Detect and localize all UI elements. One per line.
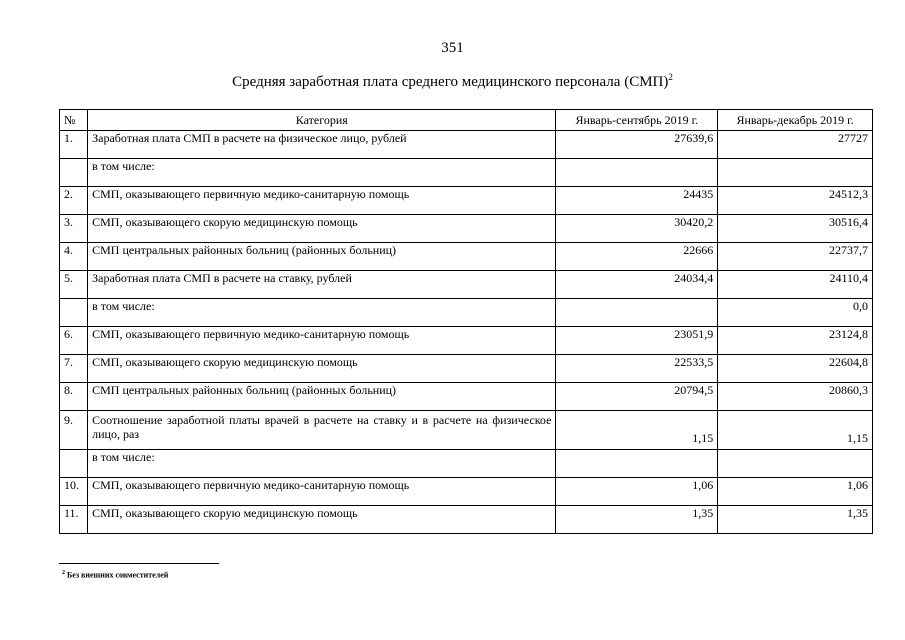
- table-header-row: [60, 110, 873, 131]
- row-category: СМП центральных районных больниц (районных больниц): [88, 383, 556, 411]
- row-category: Соотношение заработной платы врачей в расчете на ставку и в расчете на физическое лицо, раз: [88, 411, 556, 450]
- row-number: 8.: [60, 383, 88, 411]
- row-number: 5.: [60, 271, 88, 299]
- table-row: [60, 411, 873, 450]
- row-value-jan-dec: 24512,3: [718, 187, 873, 215]
- table-row: [60, 383, 873, 411]
- row-number: 6.: [60, 327, 88, 355]
- row-value-jan-sep: 23051,9: [556, 327, 718, 355]
- row-value-jan-sep: [556, 299, 718, 327]
- row-value-jan-dec: 1,06: [718, 478, 873, 506]
- row-number: [60, 450, 88, 478]
- row-category: СМП, оказывающего скорую медицинскую помощь: [88, 215, 556, 243]
- row-number: 10.: [60, 478, 88, 506]
- header-number: №: [60, 110, 88, 131]
- row-value-jan-dec: [718, 450, 873, 478]
- row-number: 2.: [60, 187, 88, 215]
- row-value-jan-sep: 30420,2: [556, 215, 718, 243]
- row-number: 9.: [60, 411, 88, 450]
- row-value-jan-dec: [718, 159, 873, 187]
- row-value-jan-dec: 1,15: [718, 411, 873, 450]
- row-value-jan-sep: 22666: [556, 243, 718, 271]
- row-value-jan-sep: 24435: [556, 187, 718, 215]
- row-value-jan-dec: 30516,4: [718, 215, 873, 243]
- row-category: Заработная плата СМП в расчете на физическое лицо, рублей: [88, 131, 556, 159]
- row-category: СМП, оказывающего скорую медицинскую помощь: [88, 506, 556, 534]
- footnote: [62, 570, 168, 580]
- footnote-text: Без внешних совместителей: [67, 570, 169, 580]
- row-number: 3.: [60, 215, 88, 243]
- table-row: [60, 506, 873, 534]
- row-category: СМП, оказывающего первичную медико-санитарную помощь: [88, 327, 556, 355]
- row-value-jan-sep: 1,06: [556, 478, 718, 506]
- row-value-jan-dec: 24110,4: [718, 271, 873, 299]
- row-category: СМП центральных районных больниц (районных больниц): [88, 243, 556, 271]
- table-row: [60, 159, 873, 187]
- row-value-jan-dec: 27727: [718, 131, 873, 159]
- row-value-jan-sep: 22533,5: [556, 355, 718, 383]
- table-row: [60, 271, 873, 299]
- row-category: в том числе:: [88, 450, 556, 478]
- table-row: [60, 215, 873, 243]
- row-category: СМП, оказывающего скорую медицинскую помощь: [88, 355, 556, 383]
- page-number: 351: [441, 40, 464, 56]
- row-number: [60, 159, 88, 187]
- row-value-jan-sep: 1,35: [556, 506, 718, 534]
- table-row: [60, 355, 873, 383]
- row-number: 11.: [60, 506, 88, 534]
- row-value-jan-sep: 20794,5: [556, 383, 718, 411]
- table-row: [60, 131, 873, 159]
- header-jan-sep: Январь-сентябрь 2019 г.: [556, 110, 718, 131]
- row-value-jan-dec: 0,0: [718, 299, 873, 327]
- table-row: [60, 187, 873, 215]
- row-value-jan-dec: 23124,8: [718, 327, 873, 355]
- header-jan-dec: Январь-декабрь 2019 г.: [718, 110, 873, 131]
- row-number: 1.: [60, 131, 88, 159]
- row-value-jan-dec: 1,35: [718, 506, 873, 534]
- row-value-jan-sep: 27639,6: [556, 131, 718, 159]
- row-value-jan-sep: 1,15: [556, 411, 718, 450]
- row-value-jan-dec: 22604,8: [718, 355, 873, 383]
- row-value-jan-dec: 22737,7: [718, 243, 873, 271]
- title-footnote-mark: 2: [668, 72, 673, 82]
- row-value-jan-sep: [556, 450, 718, 478]
- table-row: [60, 327, 873, 355]
- footnote-divider: [59, 563, 219, 564]
- row-value-jan-sep: 24034,4: [556, 271, 718, 299]
- row-number: 7.: [60, 355, 88, 383]
- table-row: [60, 478, 873, 506]
- row-category: Заработная плата СМП в расчете на ставку, рублей: [88, 271, 556, 299]
- row-value-jan-sep: [556, 159, 718, 187]
- row-category: СМП, оказывающего первичную медико-санитарную помощь: [88, 478, 556, 506]
- header-category: Категория: [88, 110, 556, 131]
- salary-table: [59, 109, 873, 534]
- row-number: 4.: [60, 243, 88, 271]
- row-value-jan-dec: 20860,3: [718, 383, 873, 411]
- title-text: Средняя заработная плата среднего медицинского персонала (СМП): [232, 74, 669, 90]
- document-title: [0, 72, 905, 91]
- table-body: [60, 131, 873, 534]
- row-category: в том числе:: [88, 159, 556, 187]
- table-row: [60, 450, 873, 478]
- table-row: [60, 299, 873, 327]
- table-row: [60, 243, 873, 271]
- row-number: [60, 299, 88, 327]
- row-category: СМП, оказывающего первичную медико-санитарную помощь: [88, 187, 556, 215]
- row-category: в том числе:: [88, 299, 556, 327]
- footnote-mark: 2: [62, 570, 65, 576]
